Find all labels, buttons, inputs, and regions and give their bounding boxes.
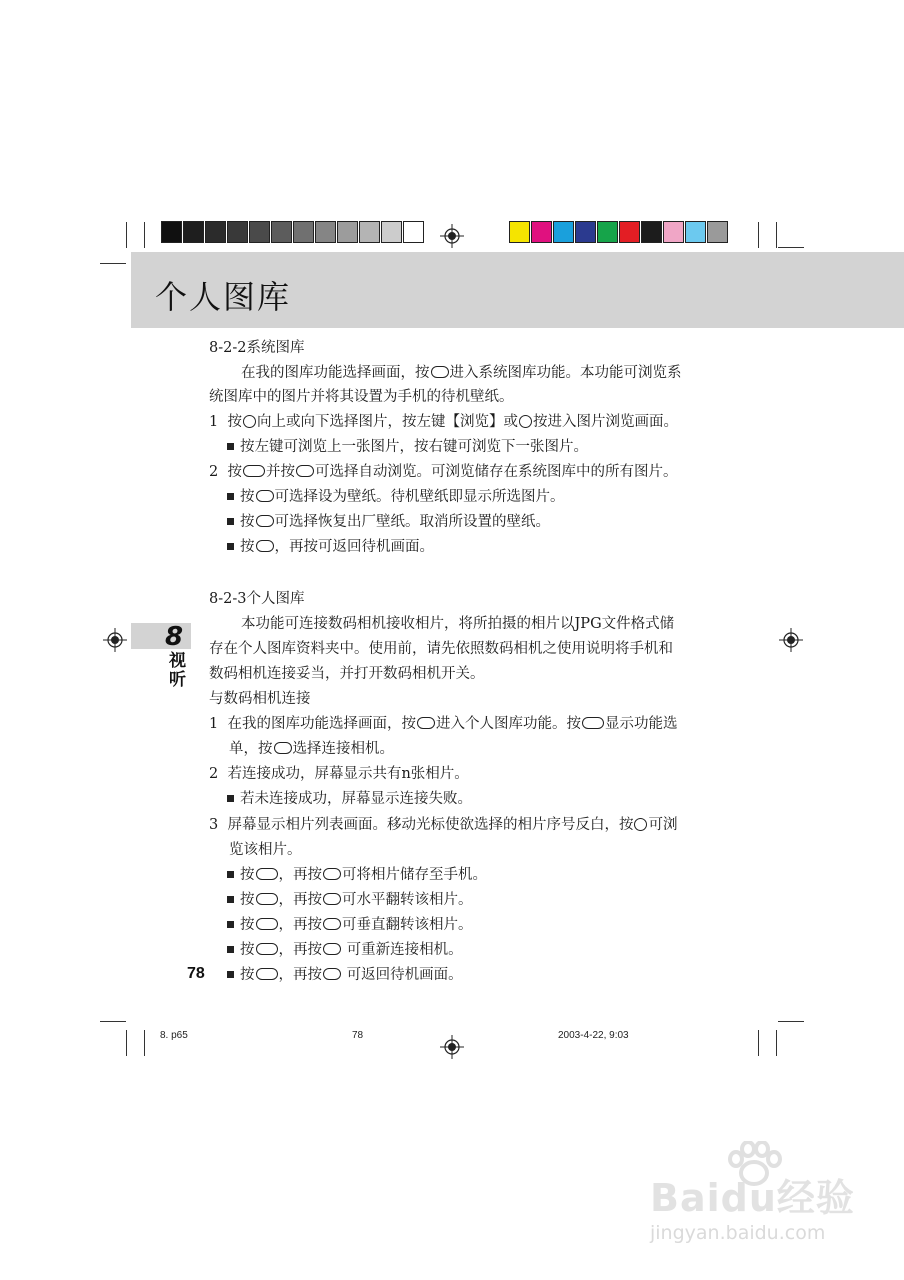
paragraph-line: 统图库中的图片并将其设置为手机的待机壁纸。 xyxy=(209,389,514,405)
section-heading: 8-2-3个人图库 xyxy=(209,591,305,607)
key-5-icon xyxy=(323,968,341,980)
menu-key-icon xyxy=(582,717,604,729)
crop-mark xyxy=(758,222,759,248)
gray-swatch xyxy=(381,221,402,243)
gray-swatch xyxy=(227,221,248,243)
gray-swatch xyxy=(403,221,424,243)
gray-swatch xyxy=(359,221,380,243)
paragraph-line: 数码相机连接妥当，并打开数码相机开关。 xyxy=(209,666,485,682)
page-number: 78 xyxy=(187,965,205,982)
chapter-label: 视听 xyxy=(169,651,186,690)
color-swatch xyxy=(575,221,596,243)
key-2-icon xyxy=(431,366,449,378)
key-2-icon xyxy=(256,490,274,502)
bullet-icon xyxy=(227,493,234,500)
list-item: 2 按 并按 可选择自动浏览。可浏览储存在系统图库中的所有图片。 xyxy=(209,464,678,480)
process-color-calibration-bar xyxy=(509,221,729,243)
color-swatch xyxy=(619,221,640,243)
ok-key-icon xyxy=(634,818,647,831)
gray-swatch xyxy=(293,221,314,243)
registration-mark-icon xyxy=(440,1035,464,1059)
paragraph-line: 存在个人图库资料夹中。使用前，请先依照数码相机之使用说明将手机和 xyxy=(209,641,673,657)
subheading: 与数码相机连接 xyxy=(209,691,311,707)
paragraph-line: 本功能可连接数码相机接收相片，将所拍摄的相片以JPG文件格式储 xyxy=(241,616,675,632)
key-1-icon xyxy=(274,742,292,754)
list-item: 2 若连接成功，屏幕显示共有n张相片。 xyxy=(209,766,469,782)
bullet-item: 按 ，再按 可重新连接相机。 xyxy=(227,940,463,960)
bullet-icon xyxy=(227,443,234,450)
bullet-item: 若未连接成功，屏幕显示连接失败。 xyxy=(227,789,472,809)
gray-swatch xyxy=(161,221,182,243)
key-3-icon xyxy=(256,515,274,527)
color-swatch xyxy=(509,221,530,243)
menu-key-icon xyxy=(256,968,278,980)
bullet-item: 按 ，再按 可将相片储存至手机。 xyxy=(227,865,487,885)
menu-key-icon xyxy=(256,893,278,905)
key-4-icon xyxy=(323,943,341,955)
color-swatch xyxy=(553,221,574,243)
key-2-icon xyxy=(323,893,341,905)
crop-mark xyxy=(126,222,127,248)
nav-key-icon xyxy=(243,415,256,428)
bullet-icon xyxy=(227,871,234,878)
bullet-item: 按 ，再按 可水平翻转该相片。 xyxy=(227,890,473,910)
bullet-icon xyxy=(227,518,234,525)
key-3-icon xyxy=(323,918,341,930)
crop-mark xyxy=(100,263,126,264)
slug-date: 2003-4-22, 9:03 xyxy=(558,1030,629,1041)
crop-mark xyxy=(144,1030,145,1056)
gray-swatch xyxy=(249,221,270,243)
list-item: 3 屏幕显示相片列表画面。移动光标使欲选择的相片序号反白，按 可浏 xyxy=(209,817,678,833)
chapter-header-band xyxy=(131,252,904,328)
gray-swatch xyxy=(271,221,292,243)
color-swatch xyxy=(597,221,618,243)
page-title: 个人图库 xyxy=(155,278,292,316)
watermark-brand: Baidu经验 xyxy=(650,1176,855,1220)
menu-key-icon xyxy=(256,868,278,880)
gray-swatch xyxy=(205,221,226,243)
key-4-icon xyxy=(256,540,274,552)
watermark-url: jingyan.baidu.com xyxy=(650,1222,826,1244)
color-swatch xyxy=(641,221,662,243)
key-1-icon xyxy=(296,465,314,477)
bullet-item: 按左键可浏览上一张图片，按右键可浏览下一张图片。 xyxy=(227,437,588,457)
list-item-continuation: 览该相片。 xyxy=(229,842,302,858)
gray-swatch xyxy=(183,221,204,243)
crop-mark xyxy=(126,1030,127,1056)
registration-mark-icon xyxy=(779,628,803,652)
bullet-item: 按 ，再按 可返回待机画面。 xyxy=(227,965,463,985)
color-swatch xyxy=(531,221,552,243)
list-item: 1 按 向上或向下选择图片，按左键【浏览】或 按进入图片浏览画面。 xyxy=(209,414,678,430)
crop-mark xyxy=(100,1021,126,1022)
registration-mark-icon xyxy=(440,224,464,248)
section-heading: 8-2-2系统图库 xyxy=(209,340,305,356)
list-item-continuation: 单，按 选择连接相机。 xyxy=(229,741,394,757)
slug-page-number: 78 xyxy=(352,1030,364,1041)
crop-mark xyxy=(776,1030,777,1056)
gray-swatch xyxy=(337,221,358,243)
baidu-jingyan-watermark xyxy=(650,1155,880,1265)
key-3-icon xyxy=(417,717,435,729)
bullet-icon xyxy=(227,946,234,953)
bullet-item: 按 ，再按 可垂直翻转该相片。 xyxy=(227,915,473,935)
bullet-item: 按 ，再按可返回待机画面。 xyxy=(227,537,434,557)
menu-key-icon xyxy=(256,943,278,955)
grayscale-calibration-bar xyxy=(161,221,425,243)
bullet-icon xyxy=(227,896,234,903)
key-1-icon xyxy=(323,868,341,880)
bullet-icon xyxy=(227,543,234,550)
crop-mark xyxy=(778,1021,804,1022)
crop-mark xyxy=(778,247,804,248)
slug-file-name: 8. p65 xyxy=(160,1030,188,1041)
color-swatch xyxy=(707,221,728,243)
bullet-icon xyxy=(227,971,234,978)
ok-key-icon xyxy=(519,415,532,428)
color-swatch xyxy=(663,221,684,243)
crop-mark xyxy=(758,1030,759,1056)
paragraph-line: 在我的图库功能选择画面，按 进入系统图库功能。本功能可浏览系 xyxy=(241,365,682,381)
bullet-icon xyxy=(227,921,234,928)
menu-key-icon xyxy=(256,918,278,930)
registration-mark-icon xyxy=(103,628,127,652)
crop-mark xyxy=(776,222,777,248)
color-swatch xyxy=(685,221,706,243)
bullet-item: 按 可选择设为壁纸。待机壁纸即显示所选图片。 xyxy=(227,487,565,507)
menu-key-icon xyxy=(243,465,265,477)
crop-mark xyxy=(144,222,145,248)
list-item: 1 在我的图库功能选择画面，按 进入个人图库功能。按 显示功能选 xyxy=(209,716,678,732)
chapter-number: 8 xyxy=(165,622,184,652)
bullet-icon xyxy=(227,795,234,802)
gray-swatch xyxy=(315,221,336,243)
bullet-item: 按 可选择恢复出厂壁纸。取消所设置的壁纸。 xyxy=(227,512,550,532)
